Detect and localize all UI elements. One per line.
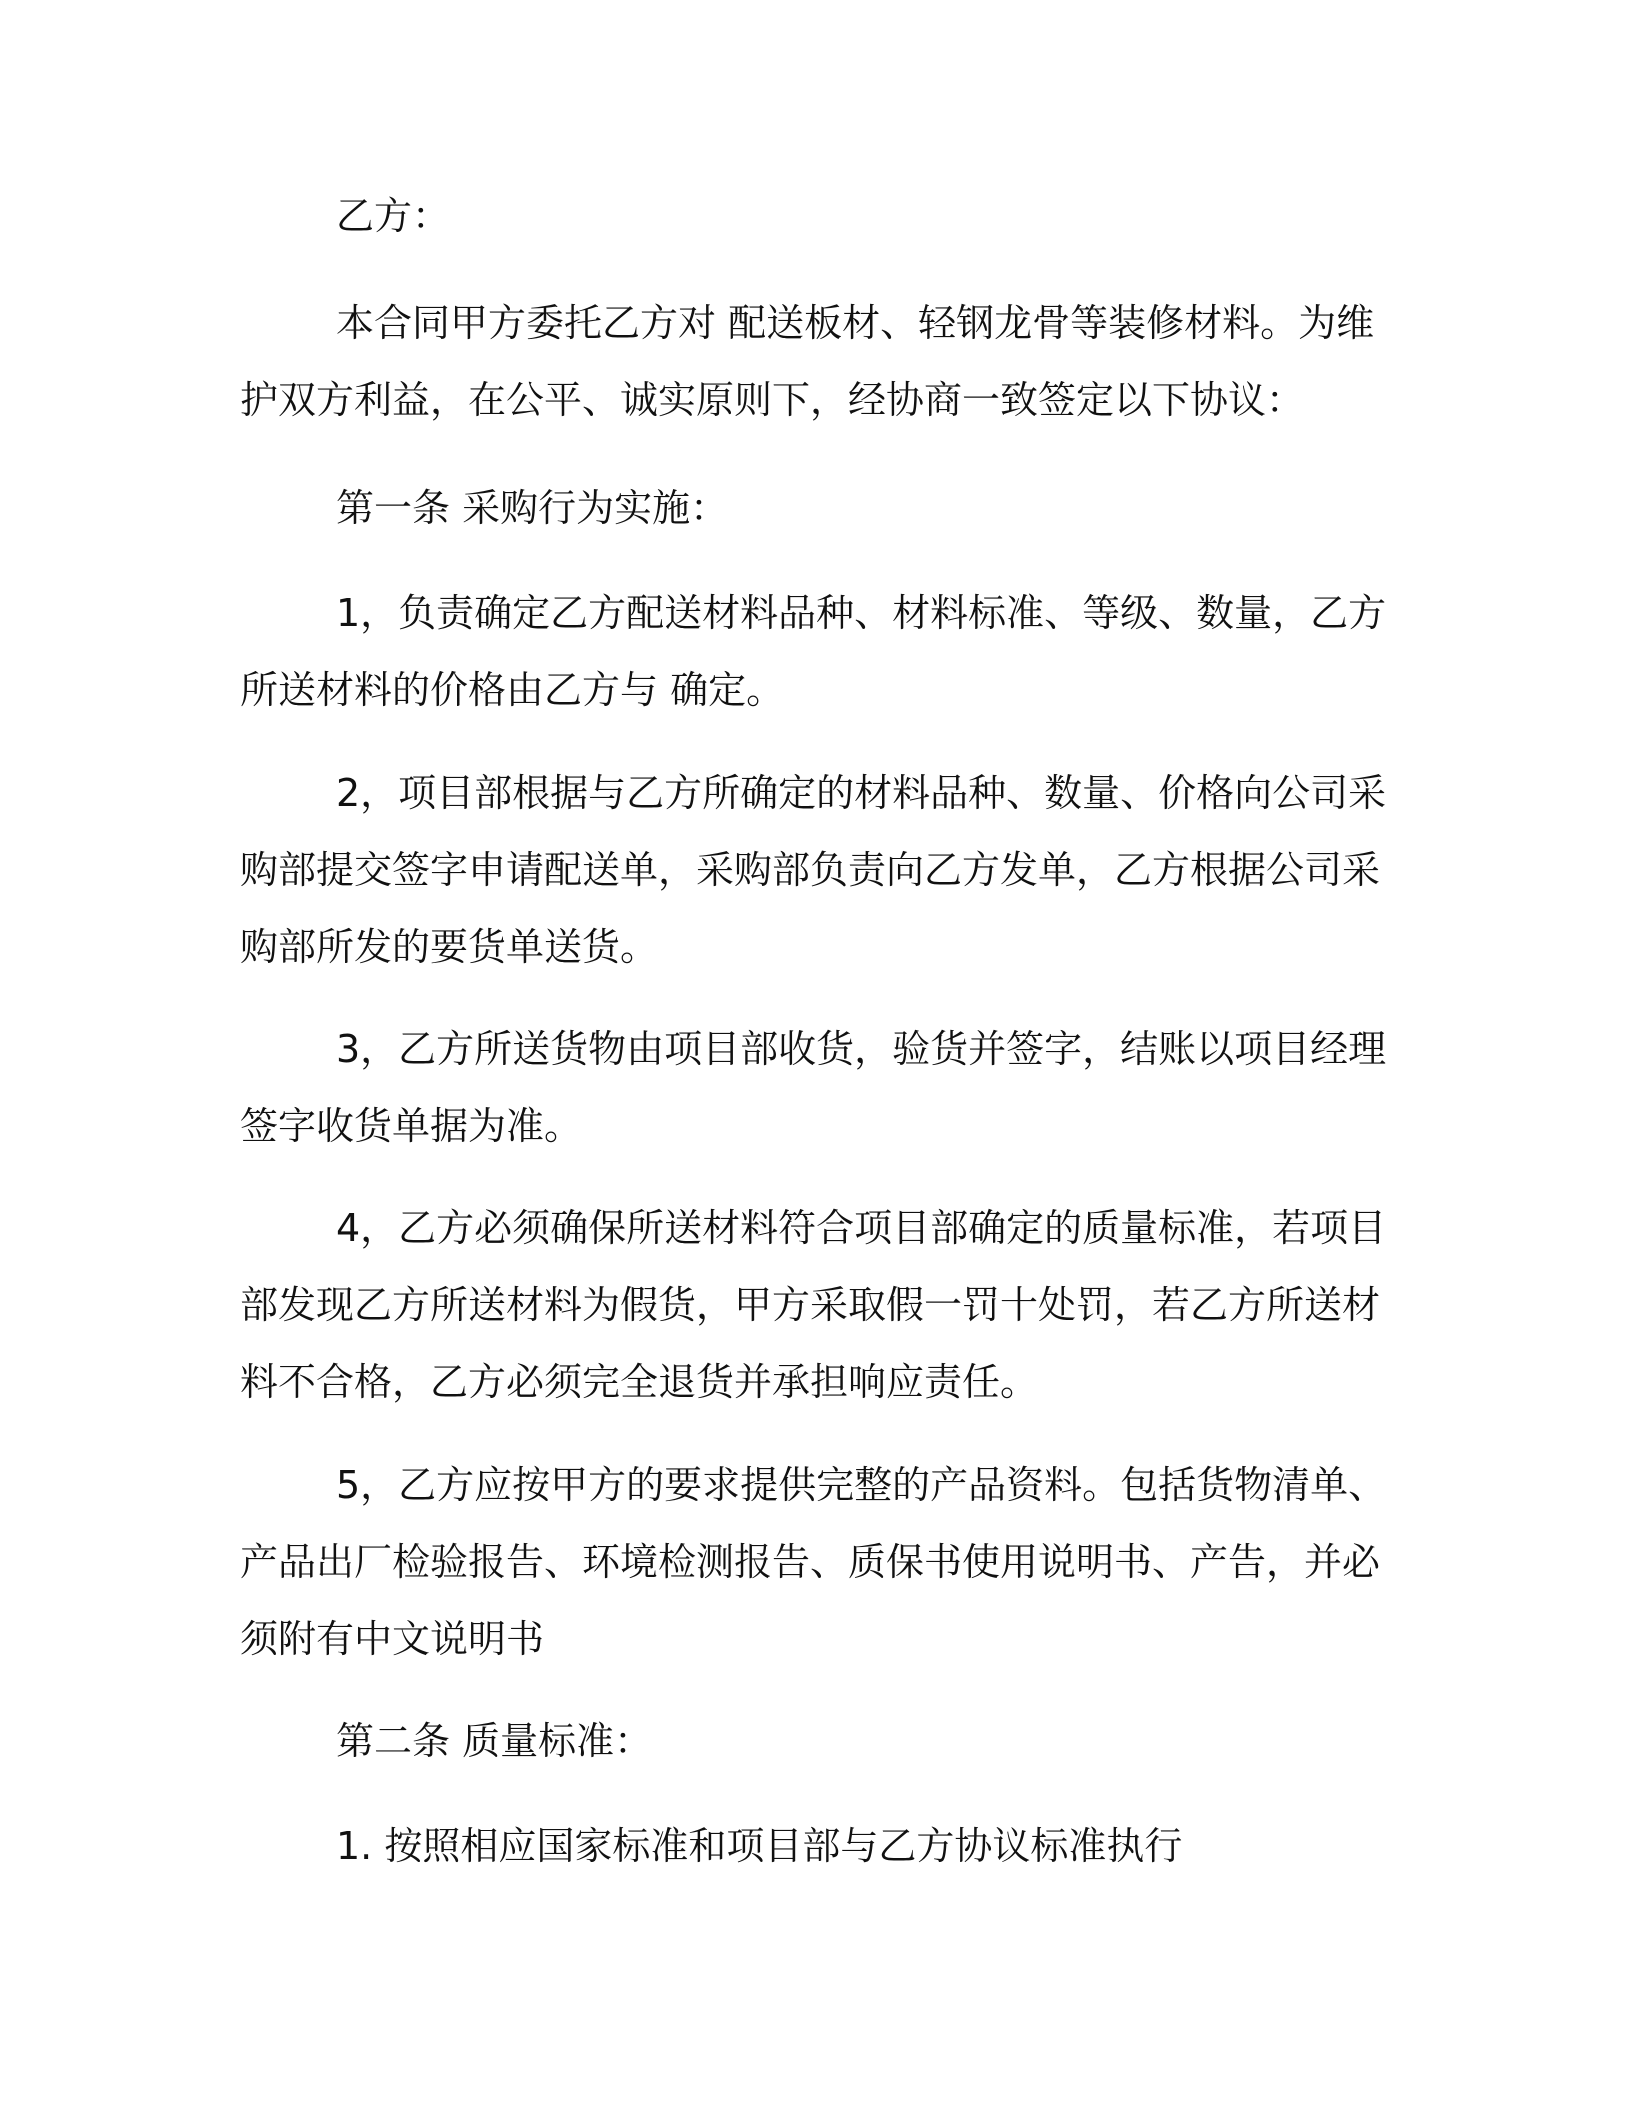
party-b-line: 乙方： (336, 194, 451, 238)
article-1-item-2: 2，项目部根据与乙方所确定的材料品种、数量、价格向公司采购部提交签字申请配送单，采购部负责向乙方发单，乙方根据公司采购部所发的要货单送货。 (240, 771, 1387, 969)
article-1-item-4: 4，乙方必须确保所送材料符合项目部确定的质量标准，若项目部发现乙方所送材料为假货，甲方采取假一罚十处罚，若乙方所送材料不合格，乙方必须完全退货并承担响应责任。 (240, 1206, 1387, 1404)
article-1-item-5: 5，乙方应按甲方的要求提供完整的产品资料。包括货物清单、产品出厂检验报告、环境检测报告、质保书使用说明书、产告，并必须附有中文说明书 (240, 1463, 1387, 1661)
article-2-item-1: 1. 按照相应国家标准和项目部与乙方协议标准执行 (336, 1824, 1183, 1868)
article-1-item-1: 1，负责确定乙方配送材料品种、材料标准、等级、数量，乙方所送材料的价格由乙方与 确定。 (240, 591, 1387, 712)
article-1-title: 第一条 采购行为实施： (336, 486, 729, 530)
article-2-title: 第二条 质量标准： (336, 1719, 653, 1763)
article-1-item-3: 3，乙方所送货物由项目部收货，验货并签字，结账以项目经理签字收货单据为准。 (240, 1027, 1387, 1148)
intro-paragraph: 本合同甲方委托乙方对 配送板材、轻钢龙骨等装修材料。为维护双方利益，在公平、诚实原则下，经协商一致签定以下协议： (240, 301, 1375, 422)
